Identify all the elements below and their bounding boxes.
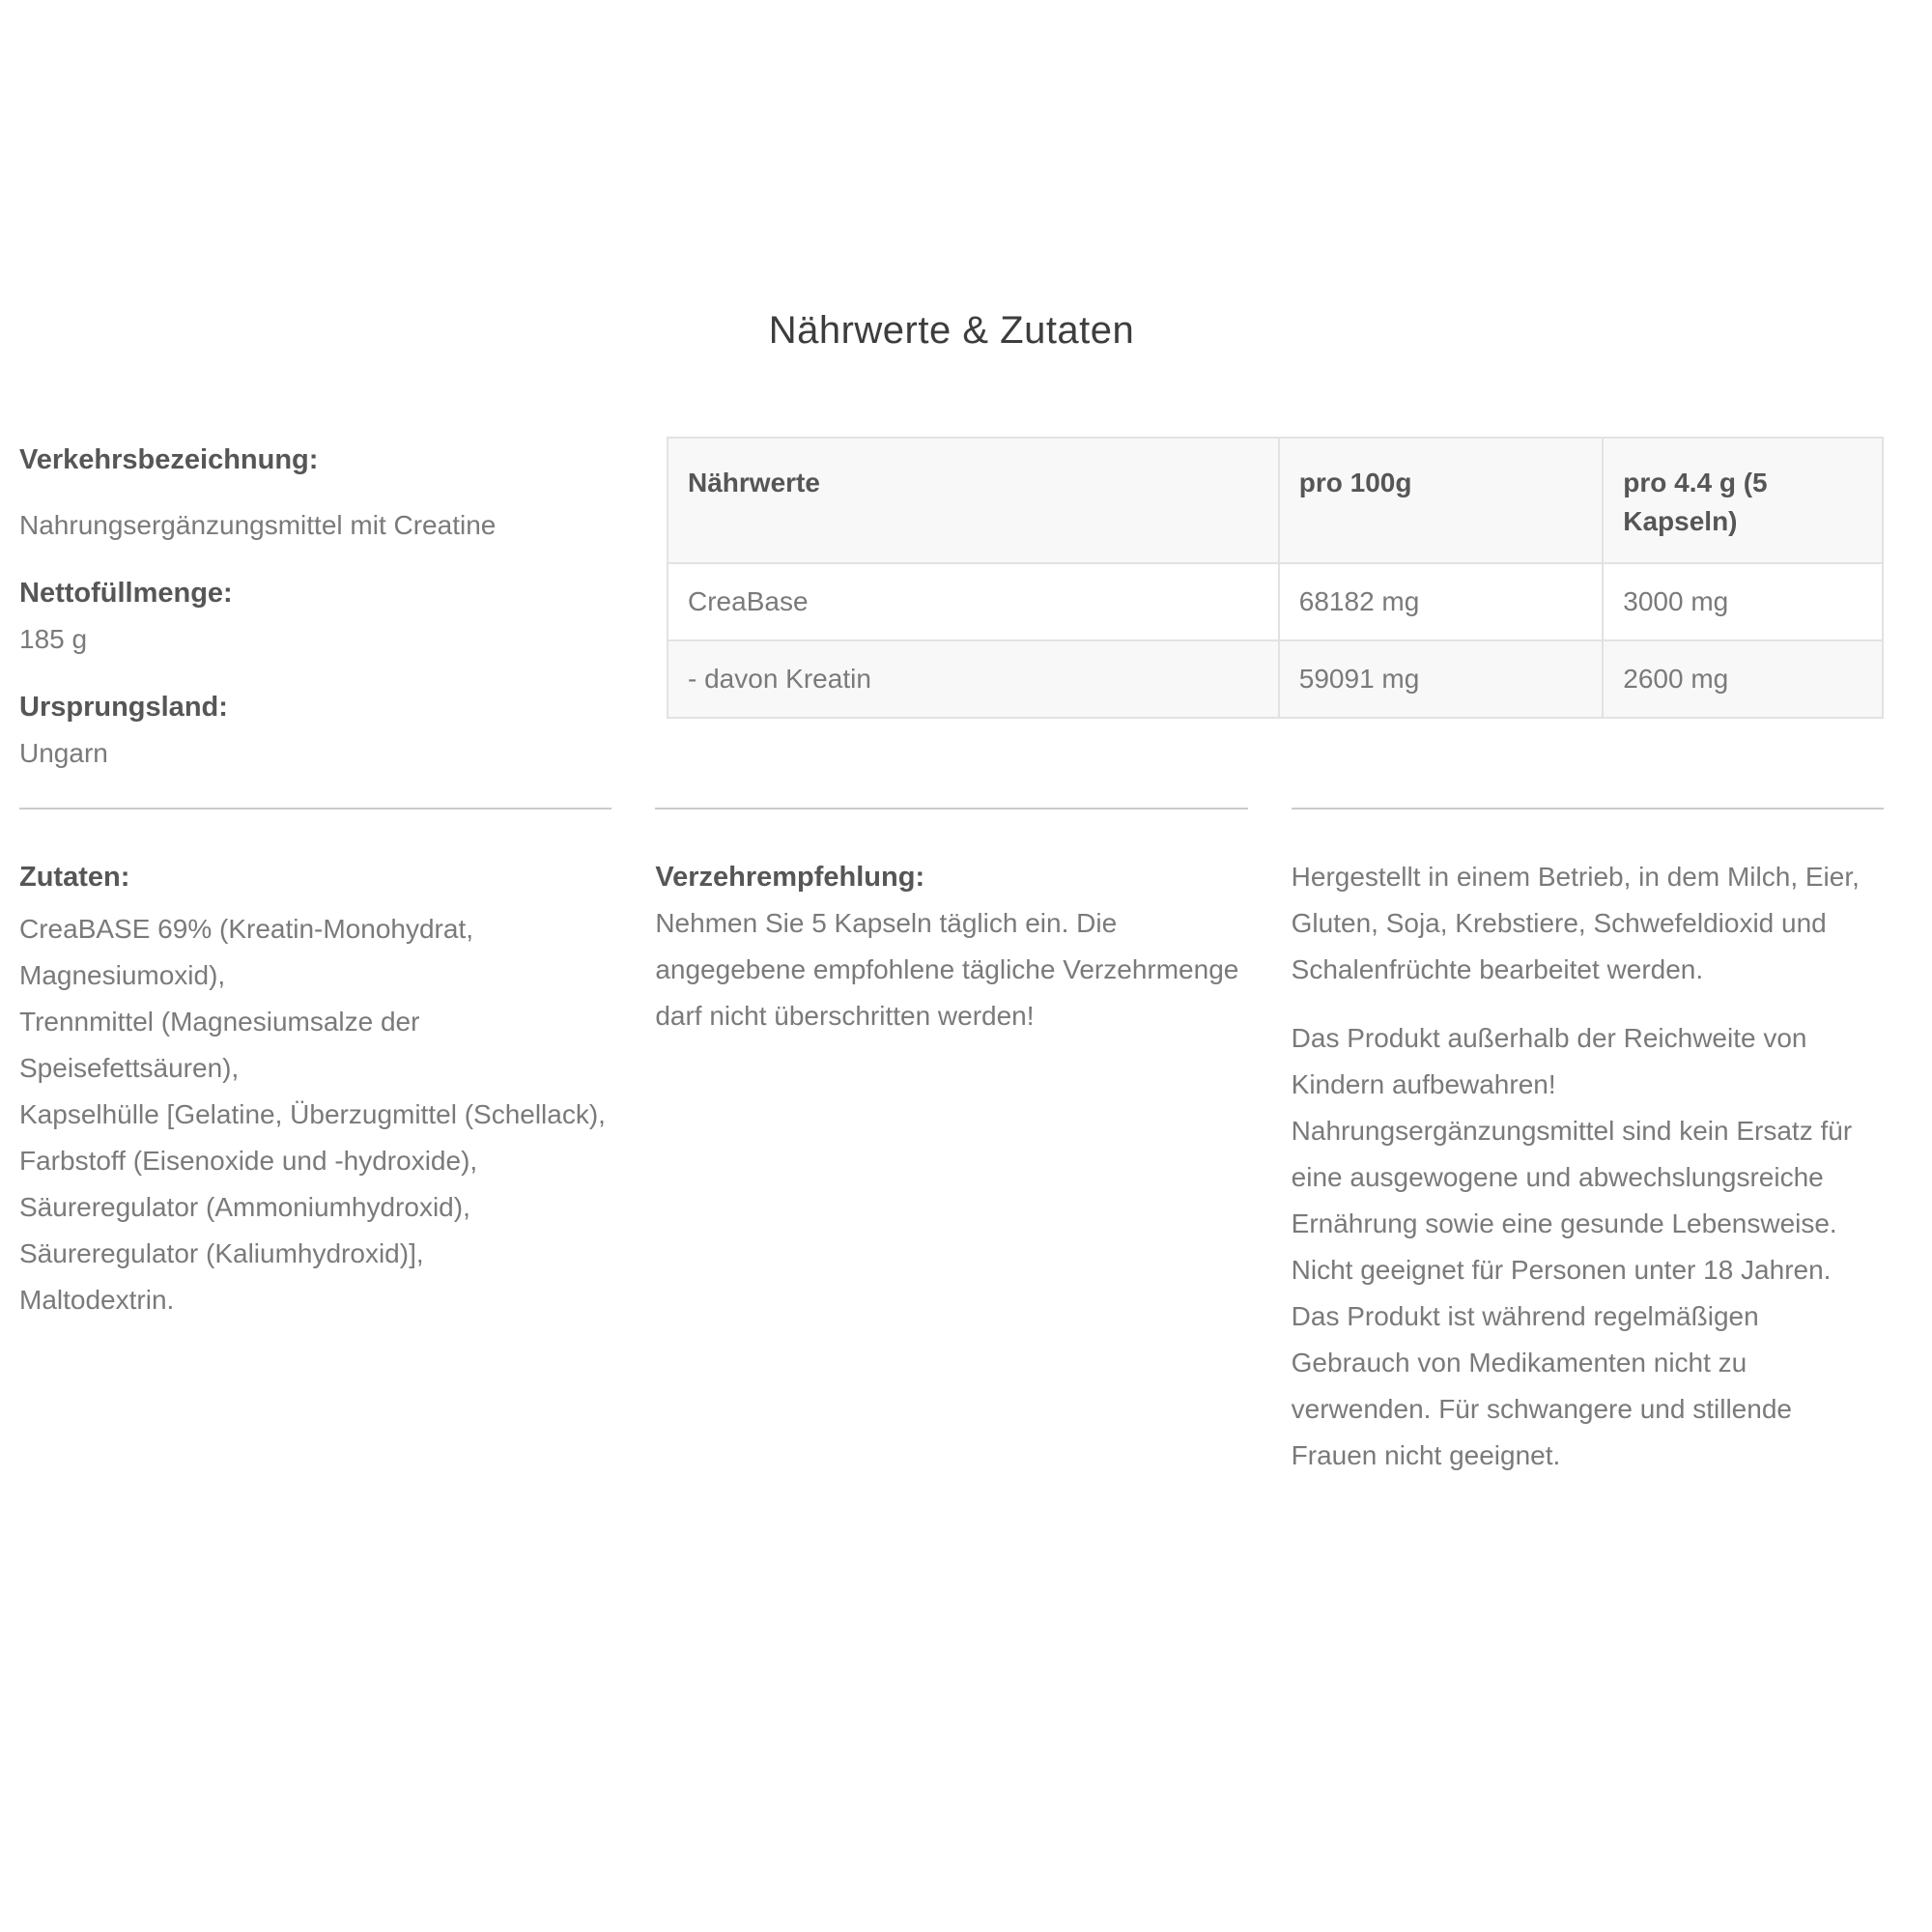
header-naehrwerte: Nährwerte xyxy=(668,438,1279,563)
ingredient-line: Maltodextrin. xyxy=(19,1285,175,1315)
cell-per-serving: 2600 mg xyxy=(1603,640,1883,718)
cell-per-100g: 59091 mg xyxy=(1279,640,1603,718)
cell-per-100g: 68182 mg xyxy=(1279,563,1603,640)
info-label: Nettofüllmenge: xyxy=(19,578,233,609)
ingredient-line: CreaBASE 69% (Kreatin-Monohydrat, Magnesiumoxid), xyxy=(19,914,473,990)
nutrition-table xyxy=(667,437,1884,719)
nutrition-ingredients-section xyxy=(19,0,1884,1479)
notes-column xyxy=(1292,808,1884,1479)
column-divider xyxy=(19,808,611,810)
column-divider xyxy=(655,808,1247,810)
info-group-verkehrsbezeichnung xyxy=(19,437,611,549)
ingredients-list xyxy=(19,906,611,1323)
ingredients-column xyxy=(19,808,611,1323)
cell-per-serving: 3000 mg xyxy=(1603,563,1883,640)
product-info-block xyxy=(19,437,611,777)
page-title: Nährwerte & Zutaten xyxy=(768,309,1135,352)
table-row-davon-kreatin xyxy=(668,640,1883,718)
info-group-ursprungsland xyxy=(19,684,611,777)
info-value: 185 g xyxy=(19,624,88,654)
bottom-section xyxy=(19,808,1884,1479)
table-row-creabase xyxy=(668,563,1883,640)
allergy-note: Hergestellt in einem Betrieb, in dem Milch, Eier, Gluten, Soja, Krebstiere, Schwefeldioxid und Schalenfrüchte bearbeitet werden. xyxy=(1291,862,1860,984)
cell-name: - davon Kreatin xyxy=(668,640,1279,718)
info-value: Nahrungsergänzungsmittel mit Creatine xyxy=(19,510,497,540)
top-section xyxy=(19,437,1884,777)
info-group-nettofuellmenge xyxy=(19,570,611,663)
header-pro-100g: pro 100g xyxy=(1279,438,1603,563)
ingredients-heading: Zutaten: xyxy=(19,862,130,893)
ingredient-line: Kapselhülle [Gelatine, Überzugmittel (Schellack), Farbstoff (Eisenoxide und -hydroxide), Säureregulator (Ammoniumhydroxid), Säureregulator (Kaliumhydroxid)], xyxy=(19,1099,606,1268)
info-value: Ungarn xyxy=(19,738,108,768)
header-pro-portion: pro 4.4 g (5 Kapseln) xyxy=(1603,438,1883,563)
cell-name: CreaBase xyxy=(668,563,1279,640)
consumption-text: Nehmen Sie 5 Kapseln täglich ein. Die angegebene empfohlene tägliche Verzehrmenge darf nicht überschritten werden! xyxy=(655,908,1239,1031)
consumption-heading: Verzehrempfehlung: xyxy=(655,862,925,893)
ingredient-line: Trennmittel (Magnesiumsalze der Speisefettsäuren), xyxy=(19,1007,420,1083)
consumption-column xyxy=(655,808,1247,1039)
supplement-warning: Nahrungsergänzungsmittel sind kein Ersatz für eine ausgewogene und abwechslungsreiche Ernährung sowie eine gesunde Lebensweise. Nicht geeignet für Personen unter 18 Jahren. Das Produkt ist während regelmäßigen Gebrauch von Medikamenten nicht zu verwenden. Für schwangere und stillende Frauen nicht geeignet. xyxy=(1291,1116,1853,1470)
info-label: Verkehrsbezeichnung: xyxy=(19,444,319,475)
keep-away-warning: Das Produkt außerhalb der Reichweite von Kindern aufbewahren! xyxy=(1291,1023,1807,1099)
nutrition-table-header-row xyxy=(668,438,1883,563)
column-divider xyxy=(1292,808,1884,810)
info-label: Ursprungsland: xyxy=(19,692,228,723)
